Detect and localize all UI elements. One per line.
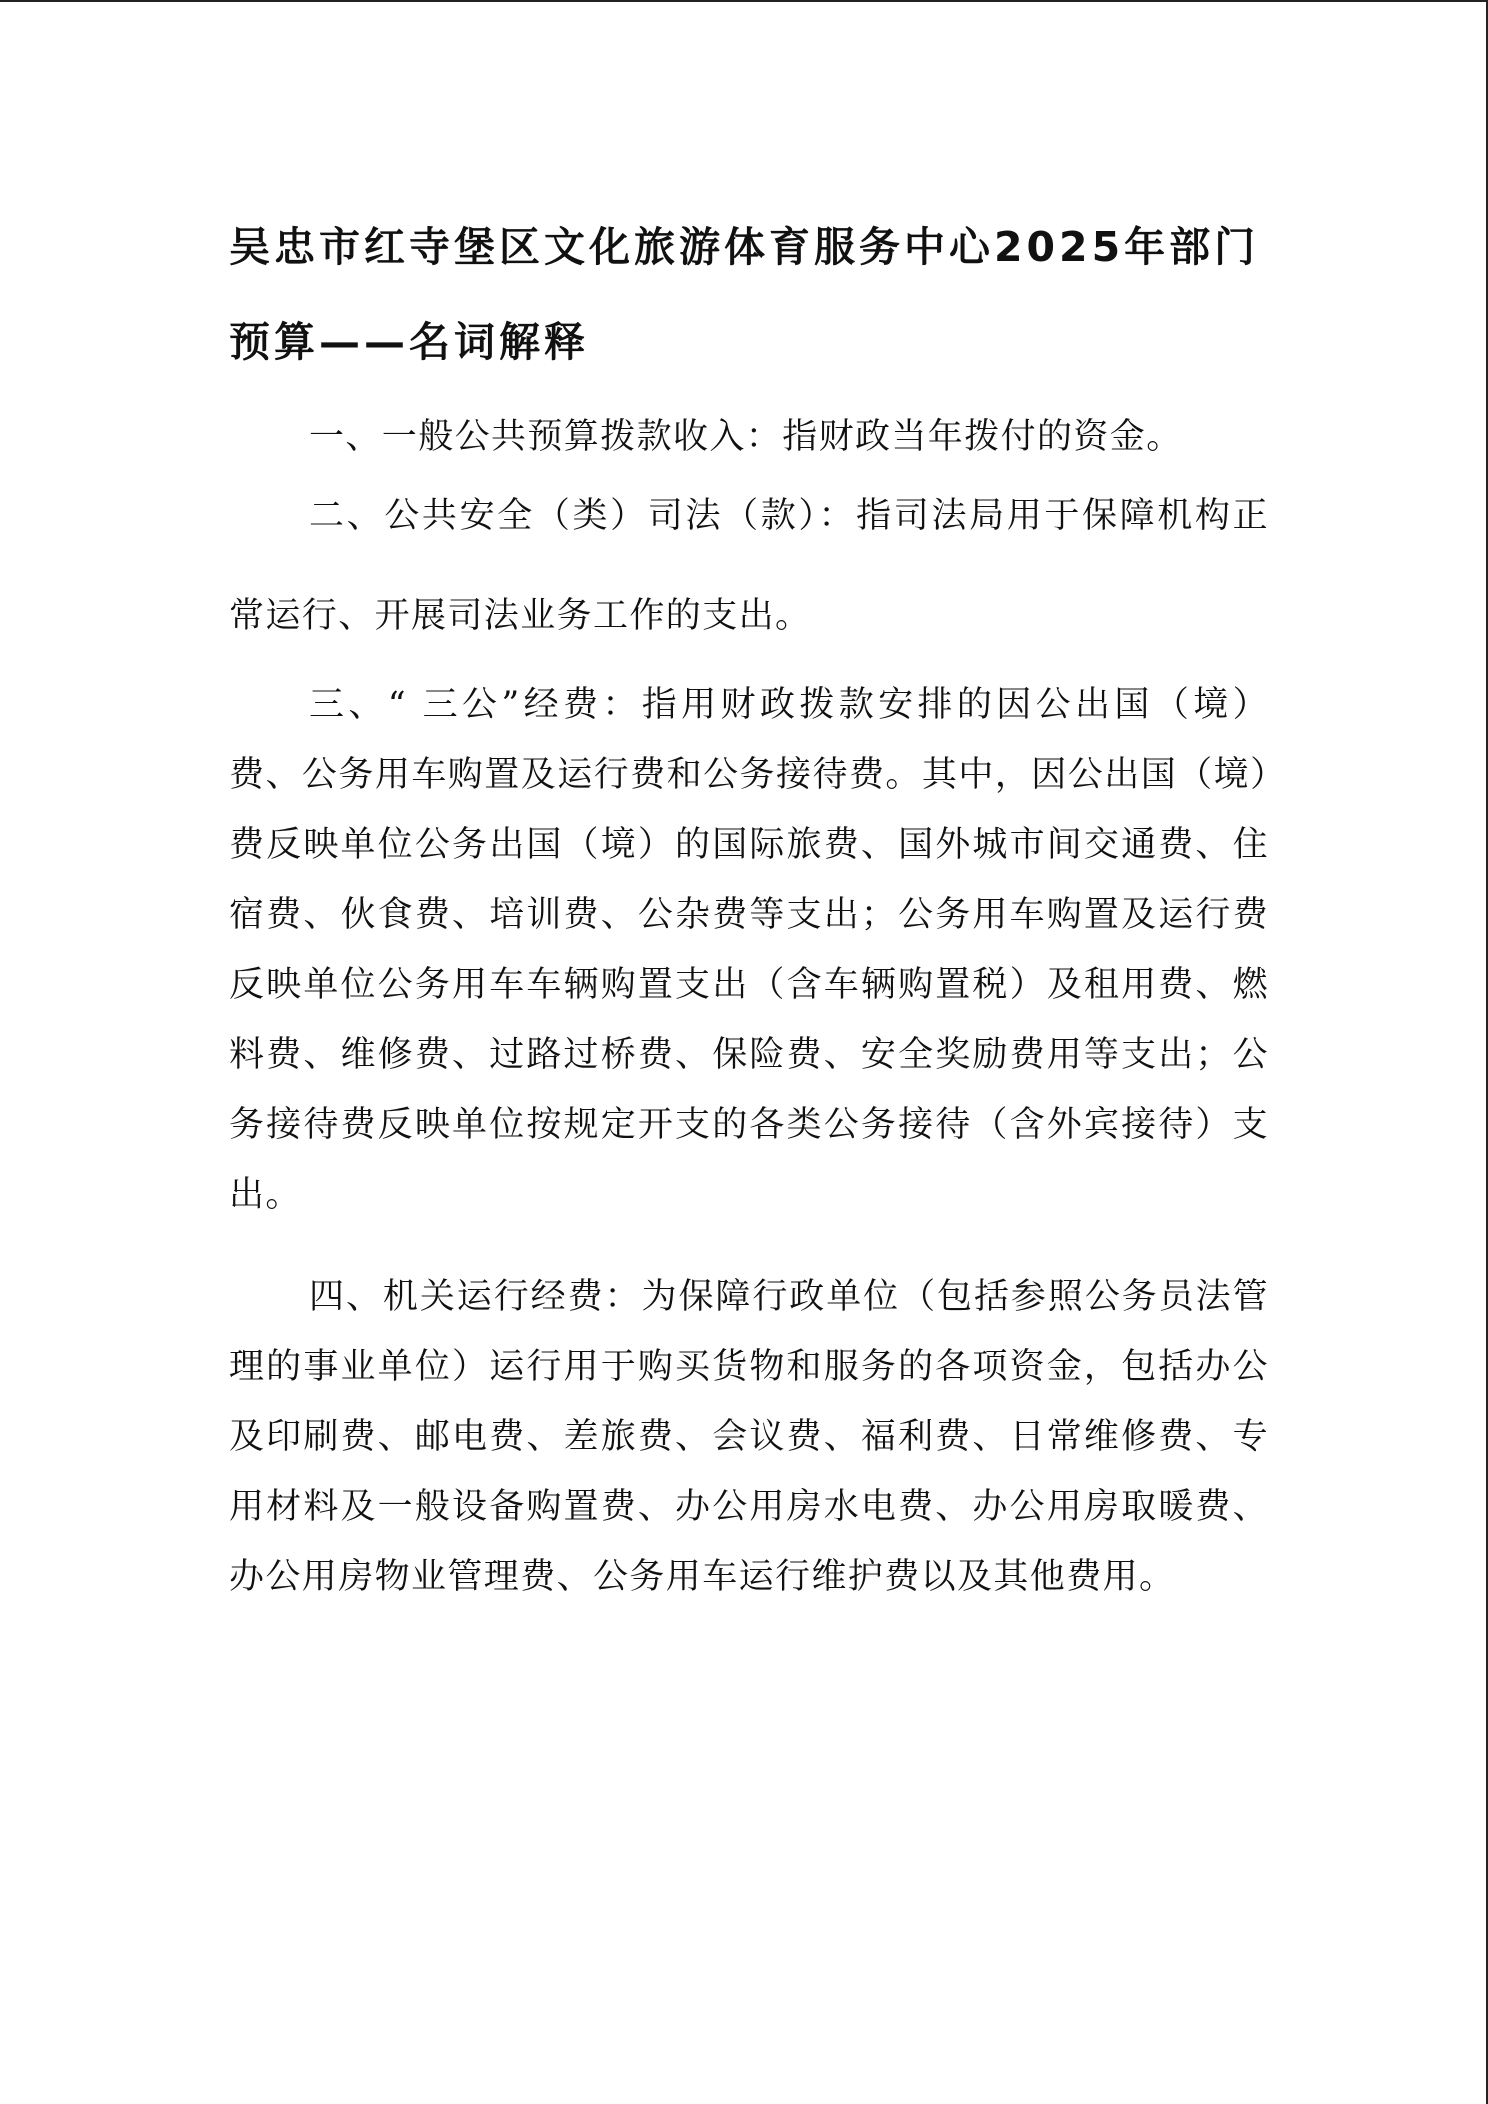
definition-3 [229, 670, 1269, 1230]
definition-1 [229, 402, 1269, 472]
definition-2 [229, 466, 1269, 666]
definition-4 [229, 1262, 1269, 1612]
document-title [229, 200, 1269, 390]
definition-3-text: 三、“ 三公”经费：指用财政拨款安排的因公出国（境）费、公务用车购置及运行费和公务接待费。其中，因公出国（境）费反映单位公务出国（境）的国际旅费、国外城市间交通费、住宿费、伙食费、培训费、公杂费等支出；公务用车购置及运行费反映单位公务用车车辆购置支出（含车辆购置税）及租用费、燃料费、维修费、过路过桥费、保险费、安全奖励费用等支出；公务接待费反映单位按规定开支的各类公务接待（含外宾接待）支出。 [229, 685, 1269, 1215]
definition-1-text: 一、一般公共预算拨款收入：指财政当年拨付的资金。 [309, 417, 1183, 457]
definition-2-text: 二、公共安全（类）司法（款）：指司法局用于保障机构正常运行、开展司法业务工作的支出。 [229, 496, 1269, 636]
document-title-line-2: 预算——名词解释 [229, 318, 589, 366]
document-title-line-1: 吴忠市红寺堡区文化旅游体育服务中心2025年部门 [229, 223, 1260, 271]
page-edge-top [0, 0, 1488, 2]
definition-4-text: 四、机关运行经费：为保障行政单位（包括参照公务员法管理的事业单位）运行用于购买货物和服务的各项资金，包括办公及印刷费、邮电费、差旅费、会议费、福利费、日常维修费、专用材料及一般设备购置费、办公用房水电费、办公用房取暖费、办公用房物业管理费、公务用车运行维护费以及其他费用。 [229, 1277, 1269, 1597]
